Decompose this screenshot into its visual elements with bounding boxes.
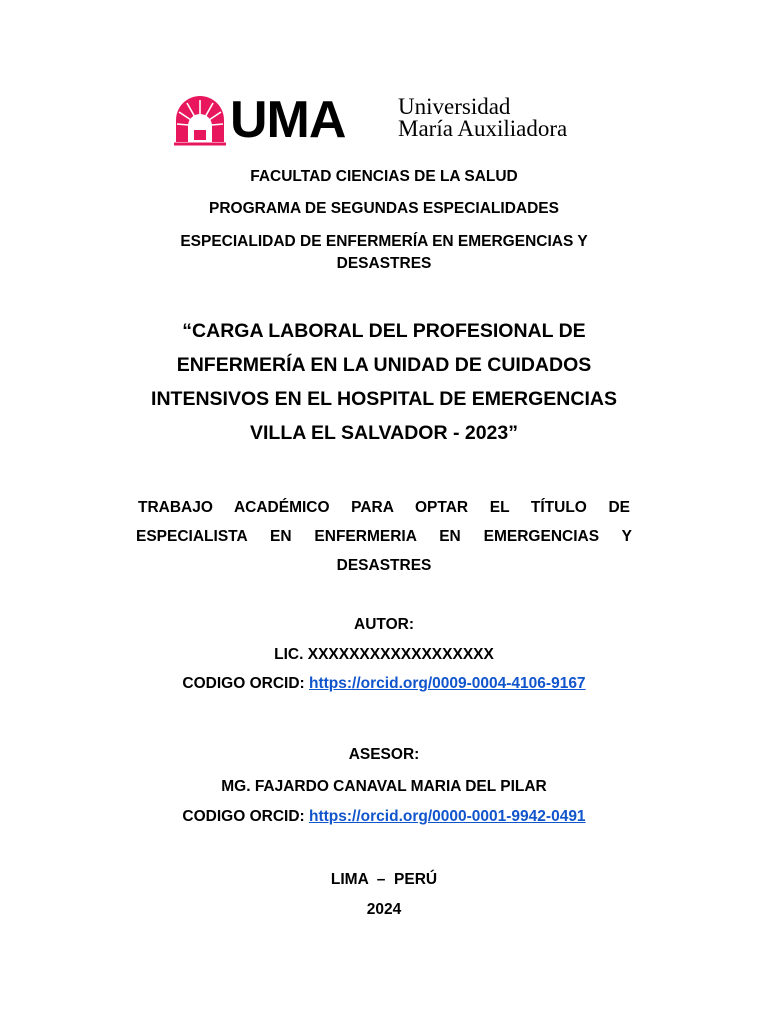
purpose-line2: ESPECIALISTA EN ENFERMERIA EN EMERGENCIAS Y (136, 528, 632, 545)
university-logo (172, 92, 592, 150)
program-heading: PROGRAMA DE SEGUNDAS ESPECIALIDADES (209, 200, 559, 217)
sunburst-emblem-icon (172, 92, 228, 148)
purpose-line1: TRABAJO ACADÉMICO PARA OPTAR EL TÍTULO DE (138, 499, 630, 516)
advisor-label: ASESOR: (348, 746, 420, 763)
year-text: 2024 (366, 901, 402, 918)
specialty-heading-line1: ESPECIALIDAD DE ENFERMERÍA EN EMERGENCIAS Y (180, 233, 588, 250)
faculty-heading: FACULTAD CIENCIAS DE LA SALUD (250, 168, 518, 185)
logo-university-name (398, 96, 567, 140)
thesis-title-line2: ENFERMERÍA EN LA UNIDAD DE CUIDADOS (176, 354, 592, 376)
advisor-orcid-label: CODIGO ORCID: (182, 808, 310, 825)
advisor-orcid-link[interactable]: https://orcid.org/0000-0001-9942-0491 (309, 808, 586, 825)
thesis-title-line1: “CARGA LABORAL DEL PROFESIONAL DE (182, 320, 586, 342)
author-orcid-link[interactable]: https://orcid.org/0009-0004-4106-9167 (309, 675, 586, 692)
thesis-title-line4: VILLA EL SALVADOR - 2023” (250, 422, 518, 444)
advisor-name: MG. FAJARDO CANAVAL MARIA DEL PILAR (221, 778, 547, 795)
logo-name-line2: María Auxiliadora (398, 116, 568, 141)
advisor-orcid (120, 808, 648, 826)
author-orcid-label: CODIGO ORCID: (182, 675, 310, 692)
logo-abbreviation: UMA (230, 91, 346, 149)
purpose-line3: DESASTRES (336, 557, 432, 574)
author-orcid (120, 675, 648, 693)
specialty-heading-line2: DESASTRES (336, 255, 432, 272)
author-label: AUTOR: (354, 616, 414, 633)
logo-name-line1: Universidad (398, 94, 511, 119)
author-name: LIC. XXXXXXXXXXXXXXXXXX (274, 646, 494, 663)
place-text: LIMA – PERÚ (330, 871, 438, 888)
thesis-title-line3: INTENSIVOS EN EL HOSPITAL DE EMERGENCIAS (151, 388, 617, 410)
